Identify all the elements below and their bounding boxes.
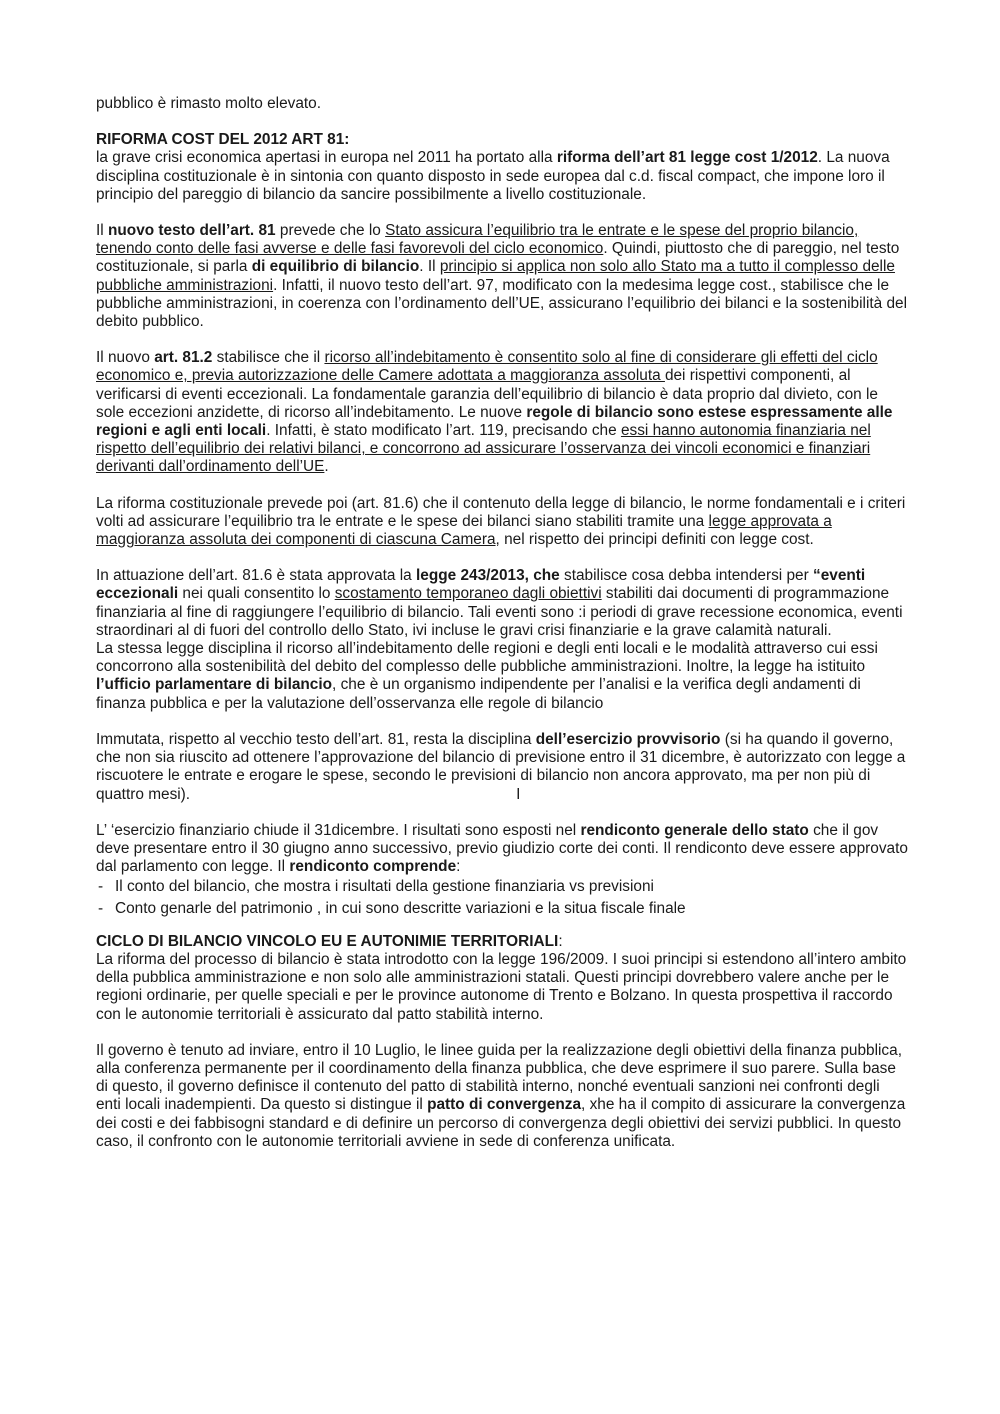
text-span: La riforma costituzionale prevede poi (art. 81.6) che il contenuto della legge di bilancio, le norme fondamentali e i criteri volti ad assicurare l’equilibrio tra le entrate e le spese dei bilanci siano stabiliti tramite una xyxy=(96,494,906,530)
bold-text: regole di bilancio sono estese espressamente alle regioni e agli enti locali xyxy=(96,403,893,440)
text-span: : xyxy=(558,932,563,950)
text-span: . Infatti, il nuovo testo dell’art. 97, modificato con la medesima legge cost., stabilisce che le pubbliche amministrazioni, in coerenza con l’ordinamento dell’UE, assicurano l’equilibrio dei bilanci e la sostenibilità del debito pubblico. xyxy=(96,276,908,331)
bold-text: riforma dell’art 81 legge cost 1/2012 xyxy=(556,149,818,167)
text-span: : xyxy=(456,858,461,876)
text-span: stabilisce cosa debba intendersi per xyxy=(559,567,813,585)
paragraph-intro xyxy=(96,95,908,113)
underlined-text: scostamento temporaneo dagli obiettivi xyxy=(334,585,602,603)
text-span: Il xyxy=(96,222,108,240)
heading-text: RIFORMA COST DEL 2012 ART 81: xyxy=(96,131,350,149)
rendiconto-list xyxy=(96,878,908,917)
underlined-text: essi hanno autonomia finanziaria nel rispetto dell’equilibrio dei relativi bilanci, e concorrono ad assicurare l’osservanza dei vincoli economici e finanziari derivanti dall’ordinamento dell’UE xyxy=(96,422,871,476)
text-span: , xhe ha il compito di assicurare la convergenza dei costi e dei fabbisogni standard e di definire un percorso di convergenza degli obiettivi dei servizi pubblici. In questo caso, il confronto con le autonomie territoriali avviene in sede di conferenza unificata. xyxy=(96,1096,906,1150)
text-span: la grave crisi economica apertasi in europa nel 2011 ha portato alla xyxy=(96,149,557,167)
bold-text: dell’esercizio provvisorio xyxy=(535,730,721,748)
text-cursor-mark: I xyxy=(516,785,521,803)
paragraph-rendiconto xyxy=(96,822,908,877)
underlined-text: principio si applica non solo allo Stato ma a tutto il complesso delle pubbliche amministrazioni xyxy=(96,258,895,294)
bold-text: art. 81.2 xyxy=(154,349,213,367)
text-span: . Infatti, è stato modificato l’art. 119, precisando che xyxy=(266,422,621,440)
bold-text: rendiconto generale dello stato xyxy=(580,821,809,839)
paragraph-nuovo-testo xyxy=(96,222,908,331)
paragraph-crisi xyxy=(96,149,908,204)
underlined-text: ricorso all’indebitamento è consentito solo al fine di considerare gli effetti del ciclo economico e, previa autorizzazione delle Camere adottata a maggioranza assoluta xyxy=(96,349,878,385)
text-span: Il nuovo xyxy=(96,349,155,367)
text-span: . xyxy=(324,458,329,476)
text-span: dei rispettivi componenti, al verificarsi di eventi eccezionali. La fondamentale garanzia dell’equilibrio di bilancio è data proprio dal divieto, con le sole eccezioni anzidette, di ricorso all’indebitamento. Le nuove xyxy=(96,367,878,421)
bold-text: l’ufficio parlamentare di bilancio xyxy=(96,676,333,694)
section-heading-ciclo xyxy=(96,933,908,951)
bold-text: di equilibrio di bilancio xyxy=(251,258,420,276)
section-heading-riforma xyxy=(96,131,908,149)
document-page xyxy=(96,95,908,1151)
text-span: (si ha quando il governo, che non sia riuscito ad ottenere l’approvazione del bilancio di previsione entro il 31 dicembre, è autorizzato con legge a riscuotere le entrate e erogare le spese, secondo le previsioni di bilancio non ancora approvato, ma per non più di quattro mesi). xyxy=(96,730,906,803)
paragraph-ufficio-parlamentare xyxy=(96,640,908,713)
text-span: pubblico è rimasto molto elevato. xyxy=(96,95,321,112)
text-span: La stessa legge disciplina il ricorso all’indebitamento delle regioni e degli enti locali e le modalità attraverso cui essi concorrono alla sostenibilità del debito del complesso delle pubbliche amministrazioni. Inoltre, la legge ha istituito xyxy=(96,640,878,676)
text-span: La riforma del processo di bilancio è stata introdotto con la legge 196/2009. I suoi principi si estendono all’intero ambito della pubblica amministrazione e non solo alle amministrazioni statali. Questi principi dovrebbero valere anche per le regioni ordinarie, per quelle speciali e per le province autonome di Trento e Bolzano. In questa prospettiva il raccordo con le autonomie territoriali è assicurato dal patto stabilità interno. xyxy=(96,950,907,1023)
text-span: , nel rispetto dei principi definiti con legge cost. xyxy=(495,531,814,549)
paragraph-art-81-2 xyxy=(96,349,908,476)
text-span: . Quindi, piuttosto che di pareggio, nel testo costituzionale, si parla xyxy=(96,240,900,276)
underlined-text: legge approvata a maggioranza assoluta dei componenti di ciascuna Camera xyxy=(96,512,832,549)
text-span: Immutata, rispetto al vecchio testo dell’art. 81, resta la disciplina xyxy=(96,730,536,748)
text-span: . Il xyxy=(419,258,440,276)
paragraph-legge-243 xyxy=(96,567,908,640)
heading-text: CICLO DI BILANCIO VINCOLO EU E AUTONIMIE TERRITORIALI xyxy=(96,932,559,950)
list-item: - Conto genarle del patrimonio , in cui sono descritte variazioni e la situa fiscale finale xyxy=(96,900,908,918)
underlined-text: Stato assicura l’equilibrio tra le entrate e le spese del proprio bilancio, tenendo conto delle fasi avverse e delle fasi favorevoli del ciclo economico xyxy=(96,222,859,258)
text-span: , che è un organismo indipendente per l’analisi e la verifica degli andamenti di finanza pubblica e per la valutazione dell’osservanza elle regole di bilancio xyxy=(96,676,861,712)
text-span: stabilisce che il xyxy=(212,349,325,367)
text-span: stabiliti dai documenti di programmazione finanziaria al fine di raggiungere l’equilibrio di bilancio. Tali eventi sono :i periodi di grave recessione economica, eventi straordinari al di fuori del controllo dello Stato, ivi incluse le gravi crisi finanziarie e la grave calamità naturali. xyxy=(96,585,903,639)
paragraph-riforma-processo xyxy=(96,951,908,1024)
text-span: Il governo è tenuto ad inviare, entro il 10 Luglio, le linee guida per la realizzazione degli obiettivi della finanza pubblica, alla conferenza permanente per il coordinamento della finanza pubblica, che deve esprimere il suo parere. Sulla base di questo, il governo definisce il contenuto del patto di stabilità interno, nonché eventuali sanzioni nei confronti degli enti locali inadempienti. Da questo si distingue il xyxy=(96,1041,902,1114)
text-span: In attuazione dell’art. 81.6 è stata approvata la xyxy=(96,567,416,585)
list-item: - Il conto del bilancio, che mostra i risultati della gestione finanziaria vs previsioni xyxy=(96,878,908,896)
text-span: nei quali consentito lo xyxy=(178,585,335,603)
paragraph-esercizio-provvisorio xyxy=(96,731,908,804)
paragraph-governo-linee-guida xyxy=(96,1042,908,1151)
bold-text: “eventi eccezionali xyxy=(96,567,866,603)
bold-text: patto di convergenza xyxy=(427,1096,582,1114)
bold-text: nuovo testo dell’art. 81 xyxy=(107,222,276,240)
bold-text: legge 243/2013, che xyxy=(416,567,560,585)
text-span: . La nuova disciplina costituzionale è in sintonia con quanto disposto in sede europea dal c.d. fiscal compact, che impone loro il principio del pareggio di bilancio da sancire possibilmente a livello costituzionale. xyxy=(96,149,890,203)
bold-text: rendiconto comprende xyxy=(289,858,457,876)
text-span: prevede che lo xyxy=(275,222,386,240)
text-span: che il gov deve presentare entro il 30 giugno anno successivo, previo giudizio corte dei conti. Il rendiconto deve essere approvato dal parlamento con legge. Il xyxy=(96,821,908,876)
paragraph-art-81-6 xyxy=(96,495,908,550)
text-span: L’ ‘esercizio finanziario chiude il 31dicembre. I risultati sono esposti nel xyxy=(96,821,581,839)
